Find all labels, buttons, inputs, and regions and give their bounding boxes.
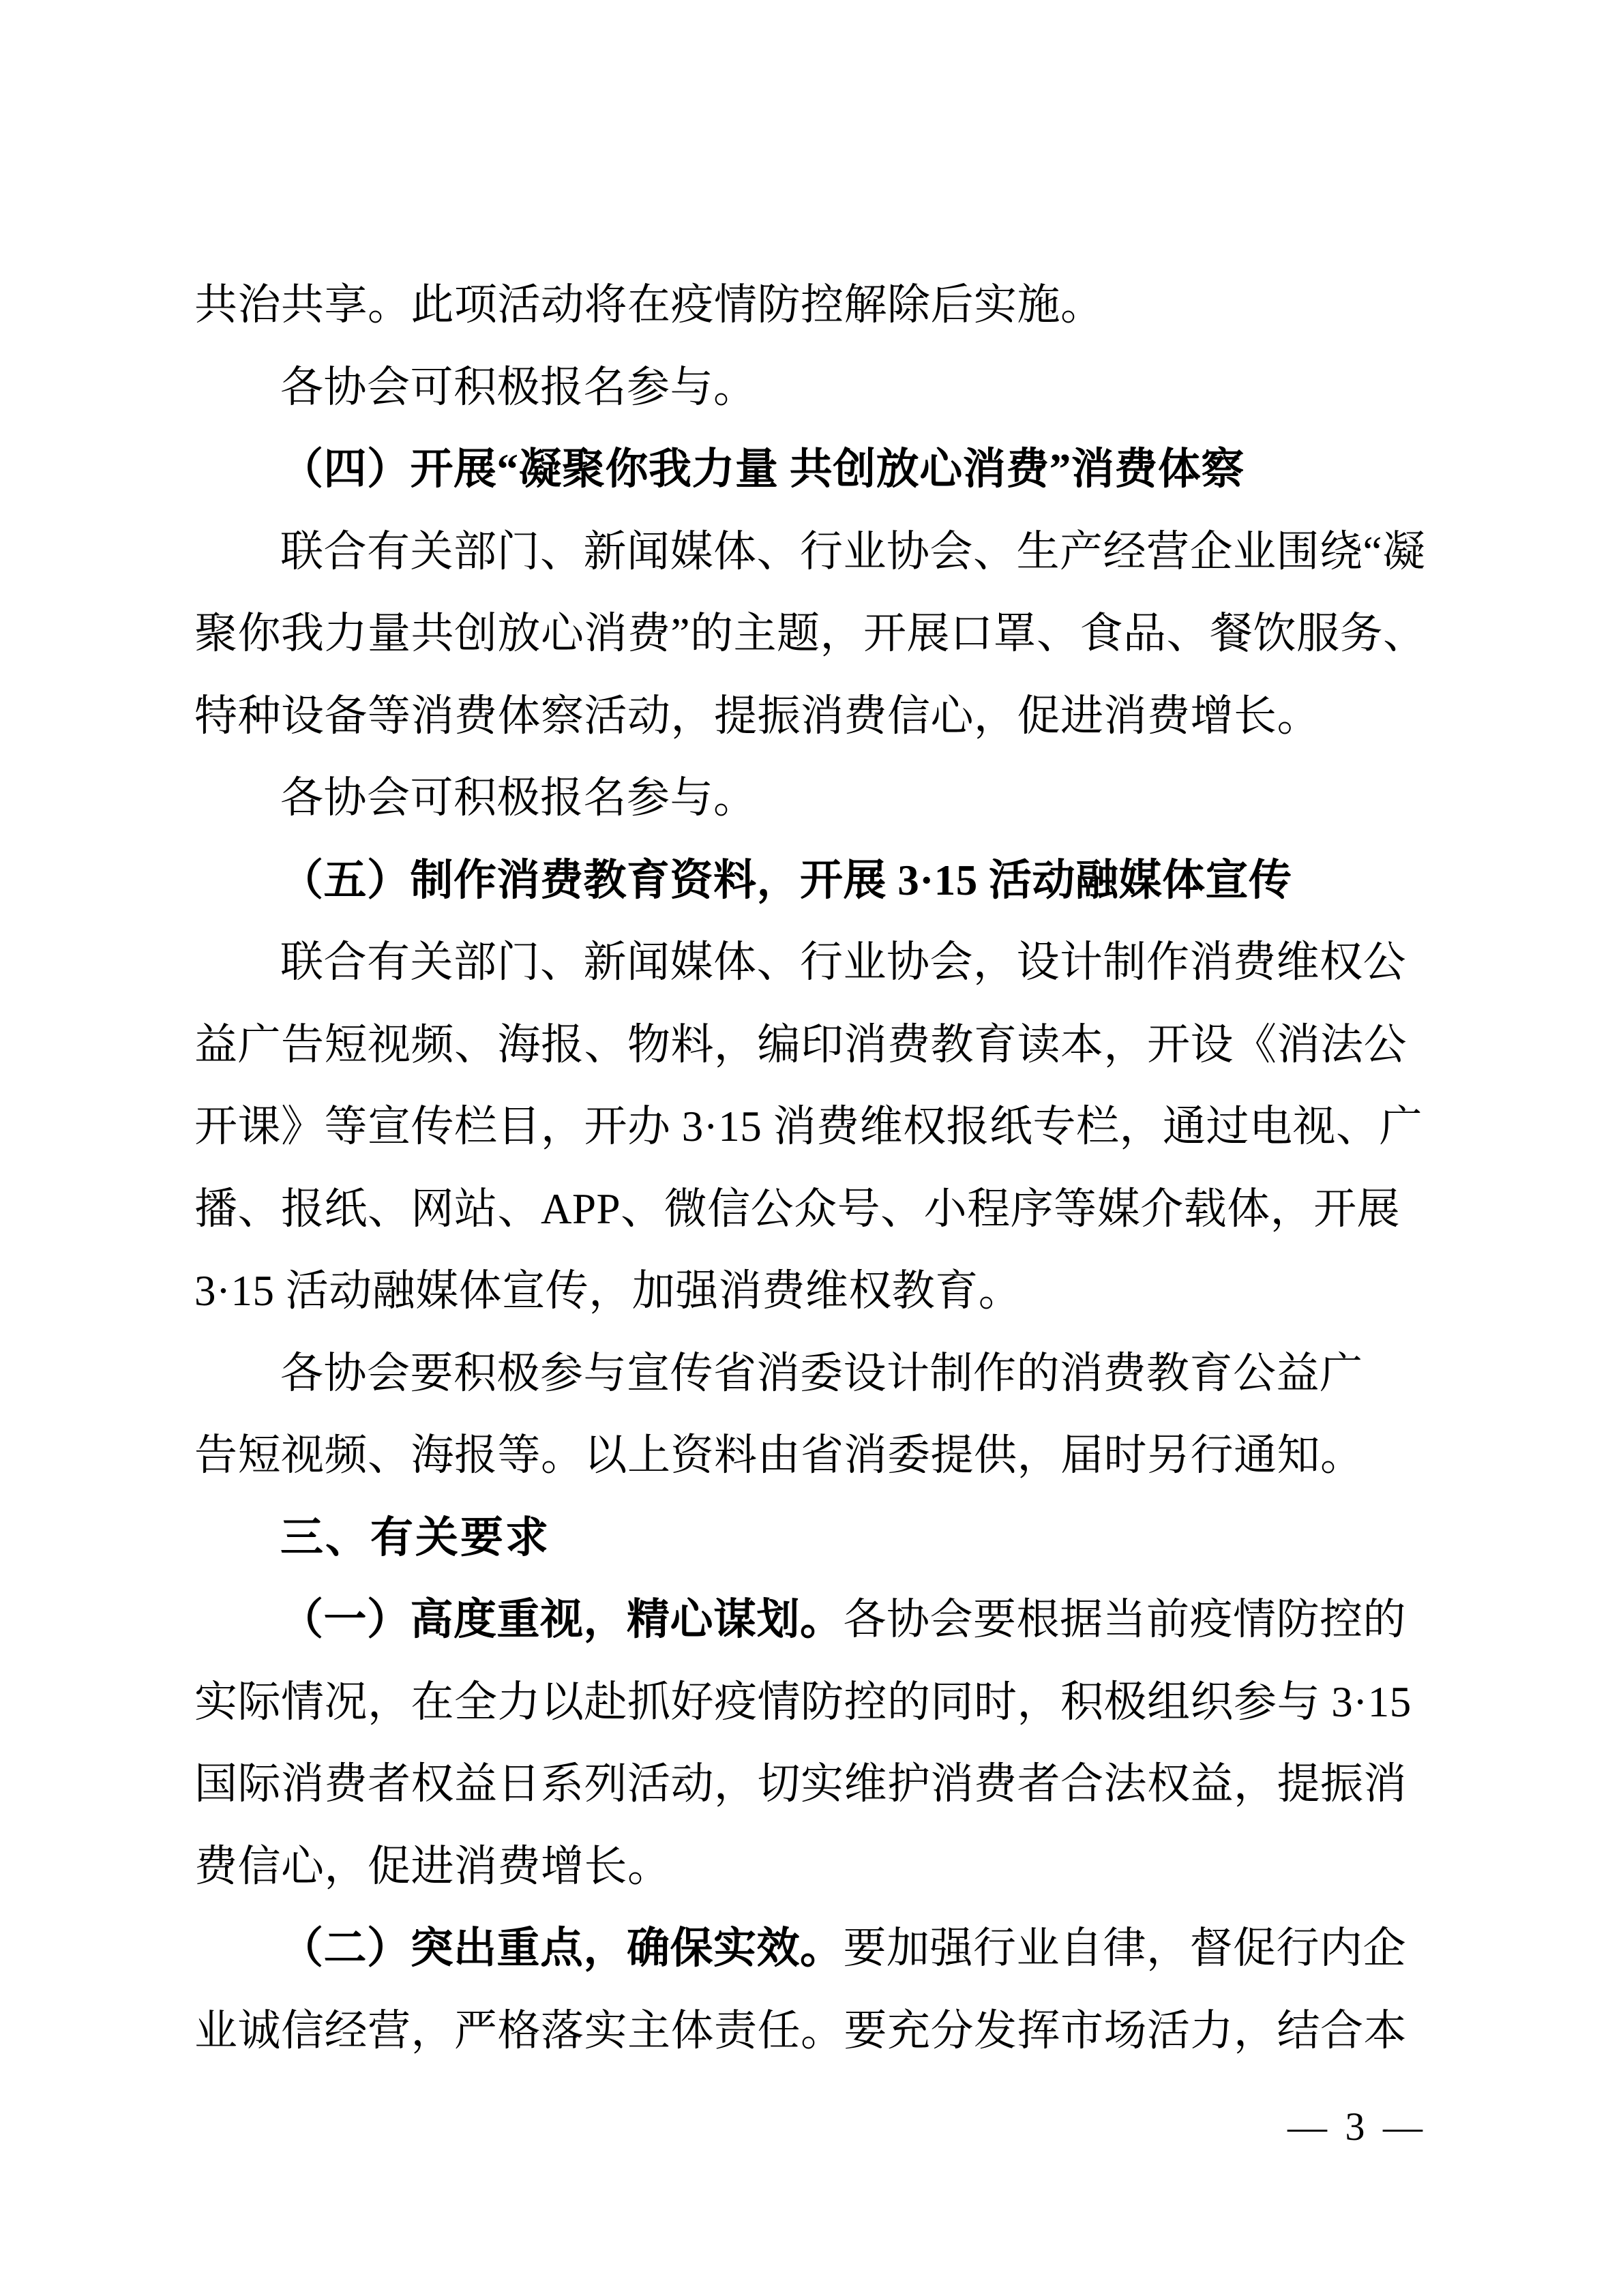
text-segment: 各协会可积极报名参与。 xyxy=(280,774,757,822)
line-paragraph xyxy=(194,1332,1437,1415)
text-segment: 业诚信经营，严格落实主体责任。要充分发挥市场活力，结合本 xyxy=(194,2006,1407,2055)
line-paragraph xyxy=(194,921,1437,1004)
line-paragraph xyxy=(194,675,1437,758)
text-segment: 开课》等宣传栏目，开办 3·15 消费维权报纸专栏，通过电视、广 xyxy=(194,1103,1423,1150)
text-segment: 共治共享。此项活动将在疫情防控解除后实施。 xyxy=(194,281,1104,329)
text-segment: 联合有关部门、新闻媒体、行业协会，设计制作消费维权公 xyxy=(280,938,1406,986)
text-segment: 各协会可积极报名参与。 xyxy=(280,363,757,411)
line-paragraph xyxy=(194,1414,1437,1497)
bold-text-segment: （四）开展“凝聚你我力量 共创放心消费”消费体察 xyxy=(280,445,1245,493)
line-paragraph xyxy=(194,1250,1437,1332)
text-segment: 国际消费者权益日系列活动，切实维护消费者合法权益，提振消 xyxy=(194,1760,1407,1808)
line-heading-section-3 xyxy=(194,1497,1437,1579)
line-paragraph xyxy=(194,593,1437,675)
text-segment: 特种设备等消费体察活动，提振消费信心，促进消费增长。 xyxy=(194,691,1320,740)
line-paragraph xyxy=(194,1661,1437,1744)
text-segment: 聚你我力量共创放心消费”的主题，开展口罩、食品、餐饮服务、 xyxy=(194,610,1427,657)
bold-text-segment: （五）制作消费教育资料，开展 3·15 活动融媒体宣传 xyxy=(280,856,1292,904)
line-paragraph xyxy=(194,1825,1437,1908)
text-segment: 实际情况，在全力以赴抓好疫情防控的同时，积极组织参与 3·15 xyxy=(194,1678,1412,1726)
text-segment: 联合有关部门、新闻媒体、行业协会、生产经营企业围绕“凝 xyxy=(280,527,1426,576)
text-segment: 3·15 活动融媒体宣传，加强消费维权教育。 xyxy=(194,1267,1022,1315)
line-paragraph xyxy=(194,757,1437,839)
line-heading-item-5 xyxy=(194,839,1437,922)
text-segment: 各协会要根据当前疫情防控的 xyxy=(843,1596,1406,1643)
bold-text-segment: （二）突出重点，确保实效。 xyxy=(280,1924,844,1972)
line-paragraph xyxy=(194,1579,1437,1661)
bold-text-segment: 三、有关要求 xyxy=(280,1513,550,1562)
text-segment: 各协会要积极参与宣传省消委设计制作的消费教育公益广 xyxy=(280,1349,1363,1397)
line-paragraph xyxy=(194,1990,1437,2072)
text-segment: 播、报纸、网站、APP、微信公众号、小程序等媒介载体，开展 xyxy=(194,1184,1401,1233)
text-segment: 费信心，促进消费增长。 xyxy=(194,1842,671,1890)
line-paragraph xyxy=(194,511,1437,593)
line-paragraph xyxy=(194,1743,1437,1825)
document-body xyxy=(194,264,1437,2072)
text-segment: 告短视频、海报等。以上资料由省消委提供，届时另行通知。 xyxy=(194,1431,1364,1479)
bold-text-segment: （一）高度重视，精心谋划。 xyxy=(280,1596,844,1643)
text-segment: 益广告短视频、海报、物料，编印消费教育读本，开设《消法公 xyxy=(194,1020,1407,1069)
line-paragraph xyxy=(194,1168,1437,1251)
line-paragraph xyxy=(194,1004,1437,1086)
line-paragraph-continuation xyxy=(194,264,1437,346)
page-number: — 3 — xyxy=(1287,2104,1427,2149)
line-paragraph xyxy=(194,346,1437,429)
line-heading-item-4 xyxy=(194,428,1437,511)
line-paragraph xyxy=(194,1086,1437,1168)
line-paragraph xyxy=(194,1907,1437,1990)
text-segment: 要加强行业自律，督促行内企 xyxy=(843,1924,1406,1972)
